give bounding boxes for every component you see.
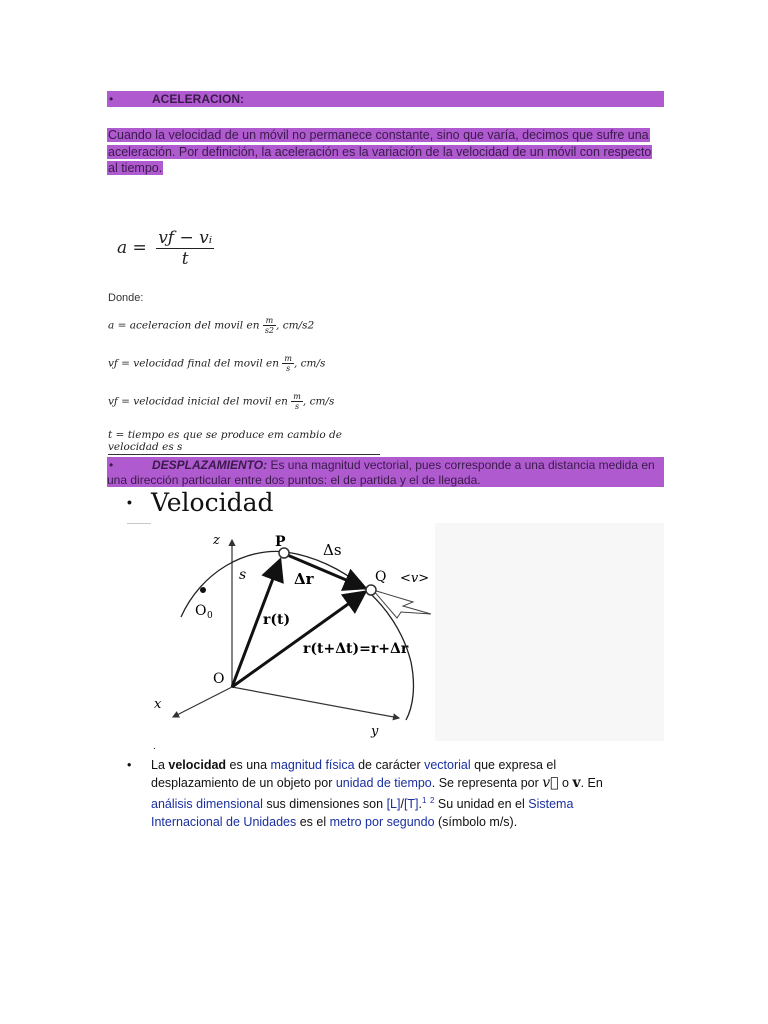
desplazamiento-text: Es una magnitud vectorial, pues corresponde a una distancia medida en una dirección particular entre dos puntos: el de partida y el de llegada.: [107, 458, 655, 487]
label-o0: O: [195, 603, 207, 619]
symbol-v-bold: v: [572, 774, 581, 791]
definition-a-tail: , cm/s2: [276, 319, 315, 332]
velocity-diagram-svg: [151, 522, 435, 740]
definition-vi-den: s: [295, 402, 300, 411]
velocidad-title: Velocidad: [151, 488, 274, 517]
aceleracion-paragraph: [107, 127, 659, 177]
link-T[interactable]: [T]: [403, 797, 419, 812]
definition-a-den: s2: [264, 326, 275, 335]
link-sistema-internacional[interactable]: Sistema Internacional de Unidades: [151, 797, 574, 829]
definition-vf-text: vƒ = velocidad final del movil en: [108, 357, 279, 370]
aceleracion-paragraph-text: Cuando la velocidad de un móvil no permanece constante, sino que varía, decimos que sufre una aceleración. Por definición, la aceleración es la variación de la velocidad de un móvil con respecto al tiempo.: [108, 128, 652, 175]
x-axis: [173, 687, 232, 717]
link-vectorial[interactable]: vectorial: [424, 758, 471, 772]
label-o0-sub: 0: [207, 611, 213, 621]
point-q: [366, 585, 376, 595]
bullet: •: [109, 458, 114, 472]
definition-a: [108, 316, 314, 335]
ref-1[interactable]: 1: [422, 796, 427, 805]
desplazamiento-block: [107, 457, 664, 487]
average-velocity-arrow: [373, 590, 431, 618]
label-q: Q: [375, 569, 387, 585]
acceleration-formula: [117, 228, 214, 269]
formula-numerator: vƒ − vᵢ: [158, 228, 213, 248]
heading-aceleracion-label: ACELERACION:: [152, 92, 244, 106]
label-z: z: [213, 533, 220, 548]
link-unidad-de-tiempo[interactable]: unidad de tiempo: [335, 775, 432, 790]
definition-vi: [108, 392, 334, 411]
label-s: s: [239, 567, 247, 583]
symbol-v-arrow: v⃗: [542, 774, 559, 791]
definition-vf-tail: , cm/s: [293, 357, 326, 370]
label-delta-r: Δr: [294, 570, 314, 588]
definition-vf-den: s: [286, 364, 291, 373]
label-x: x: [154, 697, 162, 712]
definition-vi-num: m: [293, 392, 301, 401]
link-L[interactable]: [L]: [386, 797, 401, 812]
bullet: •: [127, 494, 132, 510]
formula-lhs: a =: [117, 238, 147, 258]
link-metro-por-segundo[interactable]: metro por segundo: [329, 814, 435, 829]
definition-a-text: a = aceleracion del movil en: [108, 319, 260, 332]
label-y: y: [371, 724, 379, 739]
bullet: •: [109, 92, 114, 106]
definition-vi-tail: , cm/s: [302, 395, 335, 408]
bullet: •: [127, 758, 132, 772]
formula-denominator: t: [181, 249, 189, 269]
definition-a-num: m: [263, 316, 276, 326]
point-o0: [200, 587, 206, 593]
y-axis: [232, 687, 399, 718]
velocidad-heading: [127, 490, 664, 524]
definition-t: t = tiempo es que se produce em cambio de velocidad es s: [108, 429, 380, 455]
velocity-diagram: [151, 522, 435, 740]
term-velocidad: velocidad: [168, 758, 227, 772]
label-r-t-dt: r(t+Δt)=r+Δr: [303, 641, 409, 657]
label-v-avg: <v>: [400, 571, 430, 586]
heading-aceleracion: [107, 91, 664, 107]
label-o: O: [213, 671, 225, 687]
desplazamiento-title: DESPLAZAMIENTO:: [152, 458, 268, 472]
diagram-side-panel: [435, 523, 664, 741]
definition-vf-num: m: [284, 354, 292, 363]
definition-vf: [108, 354, 325, 373]
link-magnitud-fisica[interactable]: magnitud física: [270, 758, 355, 772]
label-p: P: [275, 534, 286, 550]
ref-2[interactable]: 2: [429, 796, 435, 805]
label-delta-s: Δs: [323, 541, 342, 559]
link-analisis-dimensional[interactable]: análisis dimensional: [151, 797, 263, 812]
label-r-t: r(t): [263, 612, 291, 628]
vector-r-t-dt: [232, 592, 365, 687]
donde-label: Donde:: [108, 292, 144, 304]
separator-dot: .: [153, 741, 156, 752]
velocidad-paragraph: • La velocidad es una magnitud física de carácter vectorial que expresa el desplazamiento de un objeto por unidad de tiempo. Se representa por v⃗ o v. En análisis dimensional sus dimensiones son [L]/[T].$^1$ $^2$ Su unidad en el Sistema Internacional de Unidades es el metro por segundo (símbolo m/s).: [127, 758, 603, 829]
definition-vi-text: vƒ = velocidad inicial del movil en: [108, 395, 288, 408]
